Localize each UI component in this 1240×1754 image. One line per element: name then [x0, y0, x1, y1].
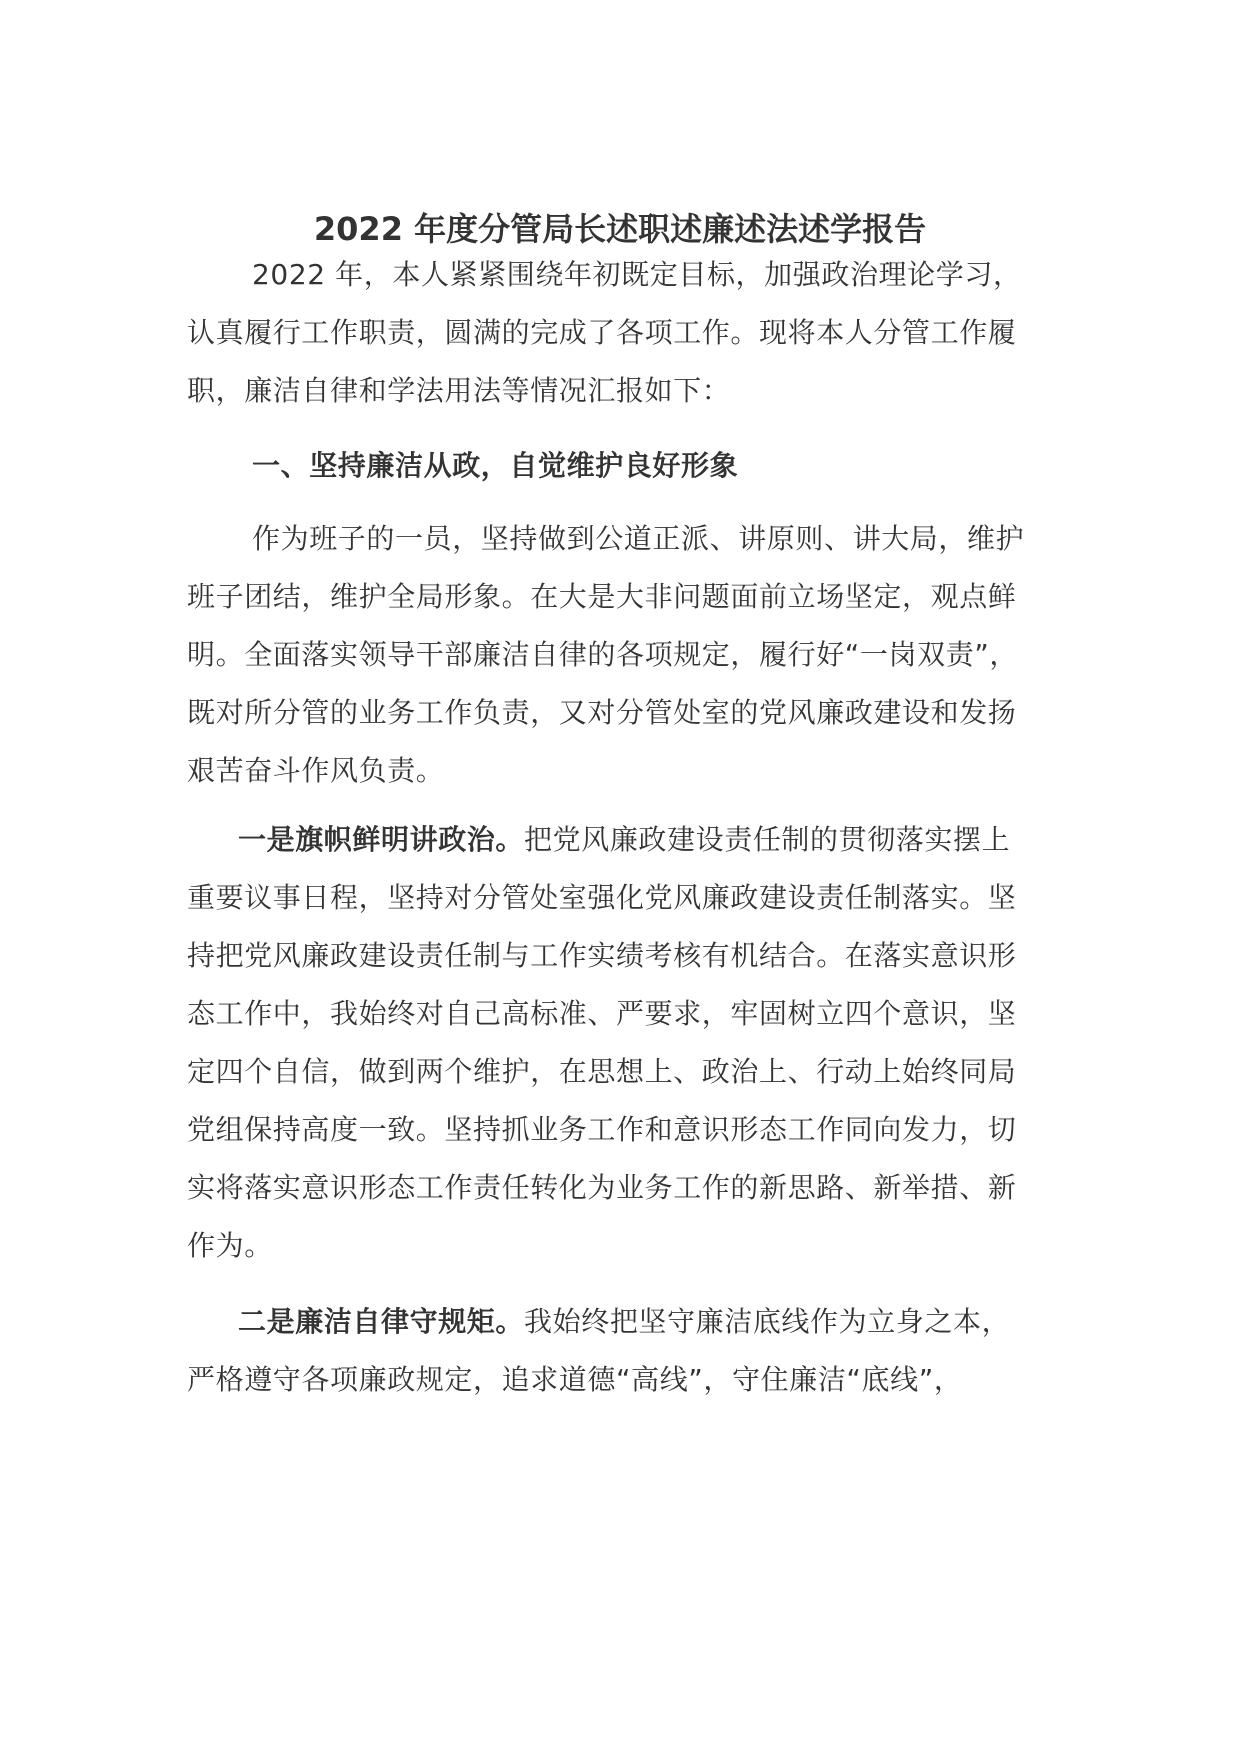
paragraph-line: 严格遵守各项廉政规定，追求道德“高线”，守住廉洁“底线”，	[187, 1363, 963, 1396]
paragraph-line	[238, 1302, 1010, 1342]
paragraph-line: 重要议事日程，坚持对分管处室强化党风廉政建设责任制落实。坚	[187, 881, 1017, 914]
lead-in-phrase: 一是旗帜鲜明讲政治。	[238, 823, 525, 856]
paragraph-line: 明。全面落实领导干部廉洁自律的各项规定，履行好“一岗双责”，	[187, 638, 1019, 671]
document-title: 2022 年度分管局长述职述廉述法述学报告	[313, 210, 927, 248]
paragraph-line: 既对所分管的业务工作负责，又对分管处室的党风廉政建设和发扬	[187, 696, 1017, 729]
paragraph-line: 班子团结，维护全局形象。在大是大非问题面前立场坚定，观点鲜	[187, 580, 1017, 613]
paragraph-line: 认真履行工作职责，圆满的完成了各项工作。现将本人分管工作履	[187, 316, 1017, 349]
paragraph-line: 党组保持高度一致。坚持抓业务工作和意识形态工作同向发力，切	[187, 1113, 1017, 1146]
section-heading: 一、坚持廉洁从政，自觉维护良好形象	[252, 449, 739, 482]
paragraph-line: 艰苦奋斗作风负责。	[187, 754, 445, 787]
paragraph-line: 作为。	[187, 1229, 273, 1262]
paragraph-line: 实将落实意识形态工作责任转化为业务工作的新思路、新举措、新	[187, 1171, 1017, 1204]
paragraph-line: 职，廉洁自律和学法用法等情况汇报如下：	[187, 374, 731, 407]
paragraph-text: 把党风廉政建设责任制的贯彻落实摆上	[524, 823, 1011, 856]
paragraph-line: 定四个自信，做到两个维护，在思想上、政治上、行动上始终同局	[187, 1055, 1017, 1088]
paragraph-line	[238, 820, 1010, 860]
paragraph-text: 我始终把坚守廉洁底线作为立身之本，	[524, 1305, 1011, 1338]
paragraph-line: 2022 年，本人紧紧围绕年初既定目标，加强政治理论学习，	[252, 258, 1022, 291]
paragraph-line: 态工作中，我始终对自己高标准、严要求，牢固树立四个意识，坚	[187, 997, 1017, 1030]
lead-in-phrase: 二是廉洁自律守规矩。	[238, 1305, 525, 1338]
paragraph-line: 作为班子的一员，坚持做到公道正派、讲原则、讲大局，维护	[252, 522, 1025, 555]
paragraph-line: 持把党风廉政建设责任制与工作实绩考核有机结合。在落实意识形	[187, 939, 1017, 972]
